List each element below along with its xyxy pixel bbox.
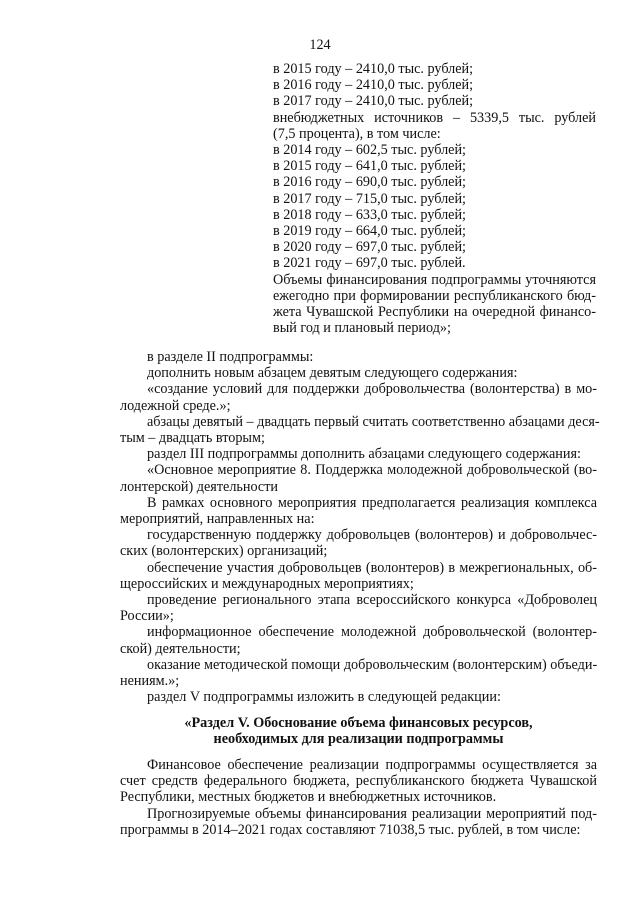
funding-list: [273, 61, 596, 336]
text-line: (7,5 процента), в том числе:: [273, 125, 441, 142]
text-line: ской) деятельности;: [120, 640, 241, 657]
heading-line: «Раздел V. Обоснование объема финансовых ресурсов,: [184, 715, 533, 731]
text-line: «создание условий для поддержки добровольчества (волонтерства) в мо-: [147, 381, 597, 398]
text-line: жета Чувашской Республики на очередной финансо-: [273, 304, 596, 321]
text-line: лодежной среде.»;: [120, 397, 231, 414]
text-line: проведение регионального этапа всероссийского конкурса «Доброволец: [147, 592, 597, 609]
text-line: нениям.»;: [120, 673, 180, 690]
text-line: в разделе II подпрограммы:: [147, 349, 314, 365]
text-line: оказание методической помощи добровольческим (волонтерским) объеди-: [147, 656, 598, 673]
text-line: Объемы финансирования подпрограммы уточняются: [273, 271, 596, 288]
section-heading: [120, 715, 597, 747]
amendments-body: [120, 349, 600, 706]
text-line: тым – двадцать вторым;: [120, 430, 265, 447]
text-line: Республики, местных бюджетов и внебюджетных источников.: [120, 789, 497, 806]
text-line: «Основное мероприятие 8. Поддержка молодежной добровольческой (во-: [147, 462, 597, 479]
text-line: России»;: [120, 608, 174, 625]
text-line: информационное обеспечение молодежной добровольческой (волонтер-: [147, 624, 597, 641]
text-line: внебюджетных источников – 5339,5 тыс. рублей: [273, 109, 596, 126]
text-line: вый год и плановый период»;: [273, 320, 451, 337]
text-line: щероссийских и международных мероприятиях;: [120, 575, 414, 592]
text-line: в 2015 году – 2410,0 тыс. рублей;: [273, 61, 474, 77]
text-line: абзацы девятый – двадцать первый считать соответственно абзацами деся-: [147, 413, 600, 430]
heading-line: необходимых для реализации подпрограммы: [213, 731, 504, 748]
text-line: в 2017 году – 715,0 тыс. рублей;: [273, 190, 466, 207]
text-line: В рамках основного мероприятия предполагается реализация комплекса: [147, 494, 597, 511]
text-line: Прогнозируемые объемы финансирования реализации мероприятий под-: [147, 805, 597, 822]
page-number: 124: [309, 37, 331, 53]
text-line: в 2021 году – 697,0 тыс. рублей.: [273, 255, 466, 272]
text-line: в 2018 году – 633,0 тыс. рублей;: [273, 206, 466, 223]
text-line: государственную поддержку добровольцев (волонтеров) и добровольчес-: [147, 527, 597, 544]
text-line: мероприятий, направленных на:: [120, 511, 315, 528]
text-line: в 2016 году – 690,0 тыс. рублей;: [273, 174, 466, 191]
text-line: в 2014 году – 602,5 тыс. рублей;: [273, 142, 466, 159]
text-line: в 2016 году – 2410,0 тыс. рублей;: [273, 77, 474, 94]
text-line: дополнить новым абзацем девятым следующего содержания:: [147, 365, 518, 382]
text-line: ежегодно при формировании республиканского бюд-: [273, 287, 596, 304]
text-line: Финансовое обеспечение реализации подпрограммы осуществляется за: [147, 757, 597, 773]
text-line: в 2020 году – 697,0 тыс. рублей;: [273, 239, 466, 256]
text-line: в 2015 году – 641,0 тыс. рублей;: [273, 158, 466, 175]
text-line: раздел V подпрограммы изложить в следующей редакции:: [147, 689, 501, 706]
section-body: [120, 757, 597, 838]
text-line: счет средств федерального бюджета, республиканского бюджета Чувашской: [120, 773, 597, 790]
text-line: ских (волонтерских) организаций;: [120, 543, 328, 560]
text-line: в 2017 году – 2410,0 тыс. рублей;: [273, 93, 474, 110]
text-line: в 2019 году – 664,0 тыс. рублей;: [273, 223, 466, 240]
text-line: программы в 2014–2021 годах составляют 71038,5 тыс. рублей, в том числе:: [120, 821, 581, 838]
text-line: раздел III подпрограммы дополнить абзацами следующего содержания:: [147, 446, 581, 463]
text-line: обеспечение участия добровольцев (волонтеров) в межрегиональных, об-: [147, 559, 597, 576]
text-line: лонтерской) деятельности: [120, 478, 279, 495]
